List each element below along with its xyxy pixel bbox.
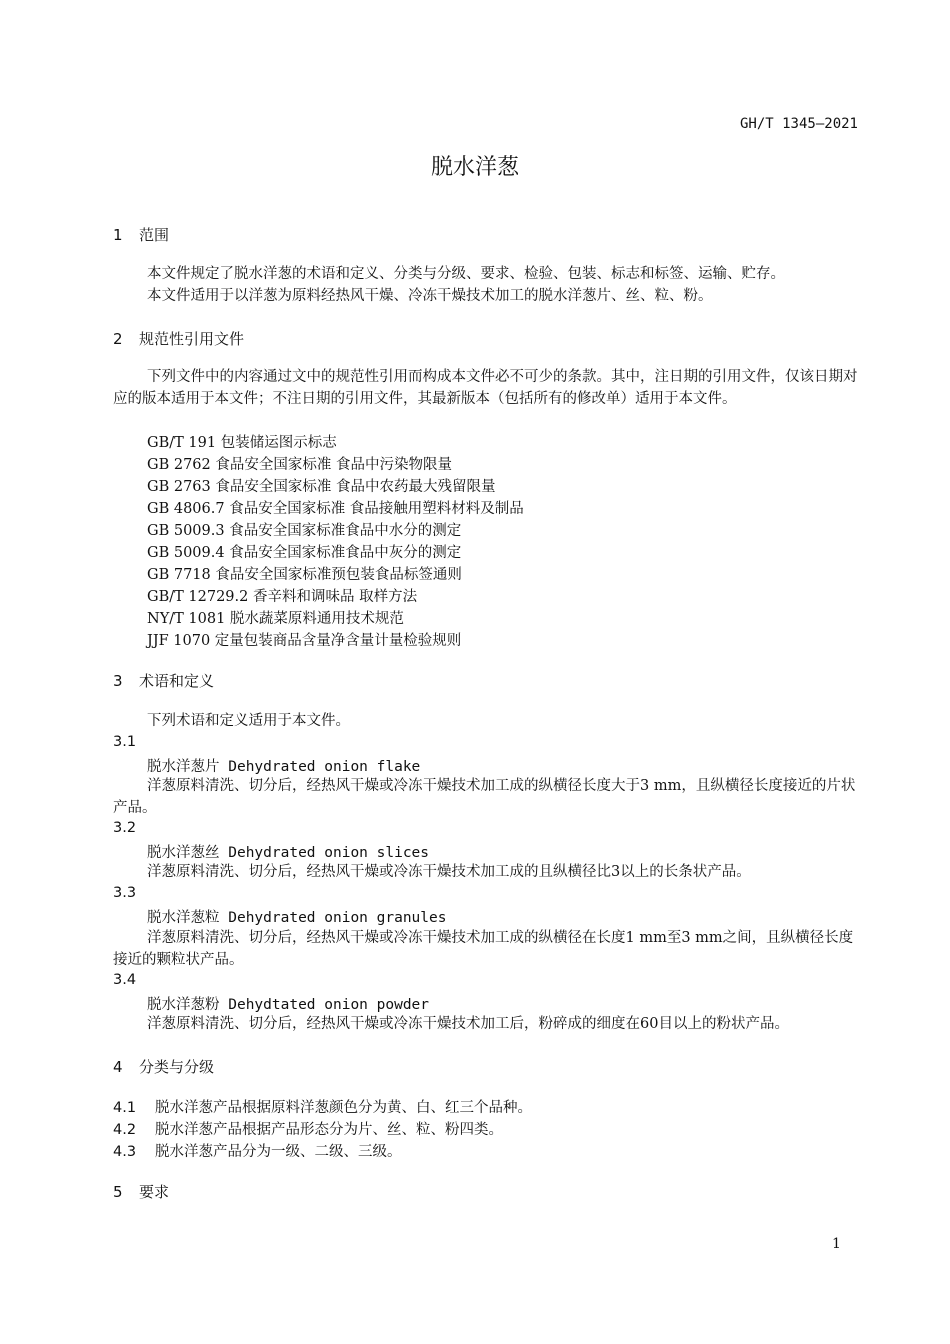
item-text: 脱水洋葱产品根据产品形态分为片、丝、粒、粉四类。 [155, 1122, 503, 1138]
section-number: 3 [113, 672, 123, 690]
section-number: 1 [113, 226, 123, 244]
reference-item: GB 2762 食品安全国家标准 食品中污染物限量 [147, 457, 452, 473]
clause-number: 3.3 [113, 885, 137, 901]
section-number: 2 [113, 330, 123, 348]
section-title: 分类与分级 [139, 1058, 215, 1076]
item-number: 4.1 [113, 1100, 137, 1116]
reference-item: GB/T 12729.2 香辛料和调味品 取样方法 [147, 589, 418, 605]
scope-paragraph-1: 本文件规定了脱水洋葱的术语和定义、分类与分级、要求、检验、包装、标志和标签、运输、贮存。 [147, 266, 785, 282]
reference-item: GB 5009.3 食品安全国家标准食品中水分的测定 [147, 523, 462, 539]
section-number: 5 [113, 1183, 123, 1201]
section-title: 范围 [139, 226, 170, 244]
item-number: 4.2 [113, 1122, 137, 1138]
term-entry: 脱水洋葱粉 Dehydtated onion powder [147, 997, 430, 1013]
classification-item [113, 1096, 532, 1117]
item-text: 脱水洋葱产品根据原料洋葱颜色分为黄、白、红三个品种。 [155, 1100, 532, 1116]
reference-item: GB 2763 食品安全国家标准 食品中农药最大残留限量 [147, 479, 496, 495]
reference-item: GB 5009.4 食品安全国家标准食品中灰分的测定 [147, 545, 462, 561]
section-heading-scope [113, 224, 169, 245]
clause-number: 3.2 [113, 820, 137, 836]
reference-item: GB 7718 食品安全国家标准预包装食品标签通则 [147, 567, 462, 583]
reference-item: JJF 1070 定量包装商品含量净含量计量检验规则 [147, 633, 462, 649]
item-number: 4.3 [113, 1144, 137, 1160]
section-number: 4 [113, 1058, 123, 1076]
references-intro: 下列文件中的内容通过文中的规范性引用而构成本文件必不可少的条款。其中，注日期的引用文件，仅该日期对应的版本适用于本文件；不注日期的引用文件，其最新版本（包括所有的修改单）适用于本文件。 [113, 369, 858, 407]
clause-number: 3.1 [113, 734, 137, 750]
classification-item [113, 1140, 402, 1161]
section-heading-normative-references [113, 328, 244, 349]
term-entry: 脱水洋葱粒 Dehydrated onion granules [147, 910, 447, 926]
section-heading-requirements [113, 1181, 169, 1202]
reference-item: NY/T 1081 脱水蔬菜原料通用技术规范 [147, 611, 404, 627]
term-definition: 洋葱原料清洗、切分后，经热风干燥或冷冻干燥技术加工成的纵横径长度大于3 mm，且纵横径长度接近的片状产品。 [113, 778, 856, 816]
scope-paragraph-2: 本文件适用于以洋葱为原料经热风干燥、冷冻干燥技术加工的脱水洋葱片、丝、粒、粉。 [147, 288, 713, 304]
clause-number: 3.4 [113, 972, 137, 988]
standard-number: GH/T 1345—2021 [739, 116, 858, 132]
section-title: 术语和定义 [139, 672, 215, 690]
section-title: 规范性引用文件 [139, 330, 245, 348]
section-heading-classification [113, 1056, 214, 1077]
terms-intro: 下列术语和定义适用于本文件。 [147, 713, 350, 729]
page-number: 1 [832, 1236, 841, 1252]
reference-item: GB/T 191 包装储运图示标志 [147, 435, 337, 451]
term-definition: 洋葱原料清洗、切分后，经热风干燥或冷冻干燥技术加工后，粉碎成的细度在60目以上的粉状产品。 [147, 1016, 789, 1032]
term-definition: 洋葱原料清洗、切分后，经热风干燥或冷冻干燥技术加工成的纵横径在长度1 mm至3 mm之间，且纵横径长度接近的颗粒状产品。 [113, 930, 854, 968]
term-entry: 脱水洋葱丝 Dehydrated onion slices [147, 845, 430, 861]
item-text: 脱水洋葱产品分为一级、二级、三级。 [155, 1144, 402, 1160]
reference-item: GB 4806.7 食品安全国家标准 食品接触用塑料材料及制品 [147, 501, 524, 517]
document-title: 脱水洋葱 [430, 155, 519, 180]
classification-item [113, 1118, 503, 1139]
section-heading-terms [113, 670, 214, 691]
term-definition: 洋葱原料清洗、切分后，经热风干燥或冷冻干燥技术加工成的且纵横径比3以上的长条状产品。 [147, 864, 751, 880]
section-title: 要求 [139, 1183, 170, 1201]
term-entry: 脱水洋葱片 Dehydrated onion flake [147, 759, 421, 775]
